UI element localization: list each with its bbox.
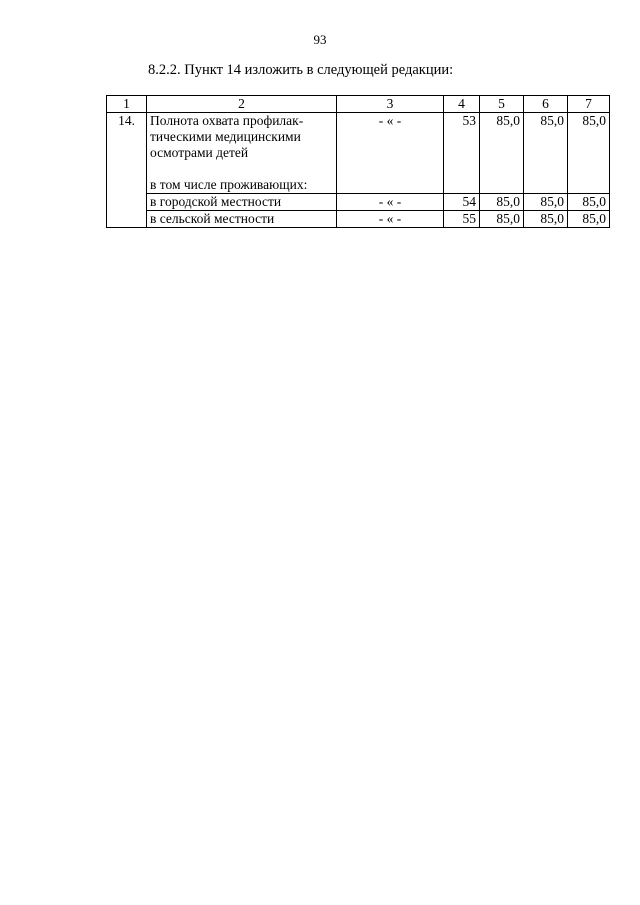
- header-col-6: 6: [524, 96, 568, 113]
- table-row-urban: [107, 194, 610, 211]
- table-header-row: [107, 96, 610, 113]
- header-col-5: 5: [480, 96, 524, 113]
- value-col-6: 85,0: [524, 113, 568, 194]
- header-col-7: 7: [568, 96, 610, 113]
- subrow-name: в городской местности: [147, 194, 337, 211]
- indicator-table: [106, 95, 610, 228]
- indicator-name-line-3: осмотрами детей: [150, 145, 249, 160]
- unit-cell: - « -: [337, 113, 444, 194]
- header-col-2: 2: [147, 96, 337, 113]
- code-cell: 54: [444, 194, 480, 211]
- code-cell: 55: [444, 211, 480, 228]
- page-number: 93: [313, 32, 327, 47]
- table-row-rural: [107, 211, 610, 228]
- header-col-1: 1: [107, 96, 147, 113]
- value-col-5: 85,0: [480, 113, 524, 194]
- item-number: 14.: [107, 113, 147, 228]
- indicator-subheading: в том числе проживающих:: [150, 177, 308, 192]
- value-col-5: 85,0: [480, 211, 524, 228]
- unit-cell: - « -: [337, 194, 444, 211]
- value-col-5: 85,0: [480, 194, 524, 211]
- indicator-name-line-1: Полнота охвата профилак-: [150, 113, 304, 128]
- value-col-7: 85,0: [568, 211, 610, 228]
- indicator-name: [147, 113, 337, 194]
- header-col-4: 4: [444, 96, 480, 113]
- unit-cell: - « -: [337, 211, 444, 228]
- indicator-name-line-2: тическими медицинскими: [150, 129, 301, 144]
- value-col-6: 85,0: [524, 211, 568, 228]
- value-col-6: 85,0: [524, 194, 568, 211]
- table-row-main: [107, 113, 610, 194]
- indicator-name-spacer: [150, 161, 333, 177]
- subrow-name: в сельской местности: [147, 211, 337, 228]
- code-cell: 53: [444, 113, 480, 194]
- amendment-intro: 8.2.2. Пункт 14 изложить в следующей редакции:: [148, 62, 454, 78]
- value-col-7: 85,0: [568, 194, 610, 211]
- value-col-7: 85,0: [568, 113, 610, 194]
- header-col-3: 3: [337, 96, 444, 113]
